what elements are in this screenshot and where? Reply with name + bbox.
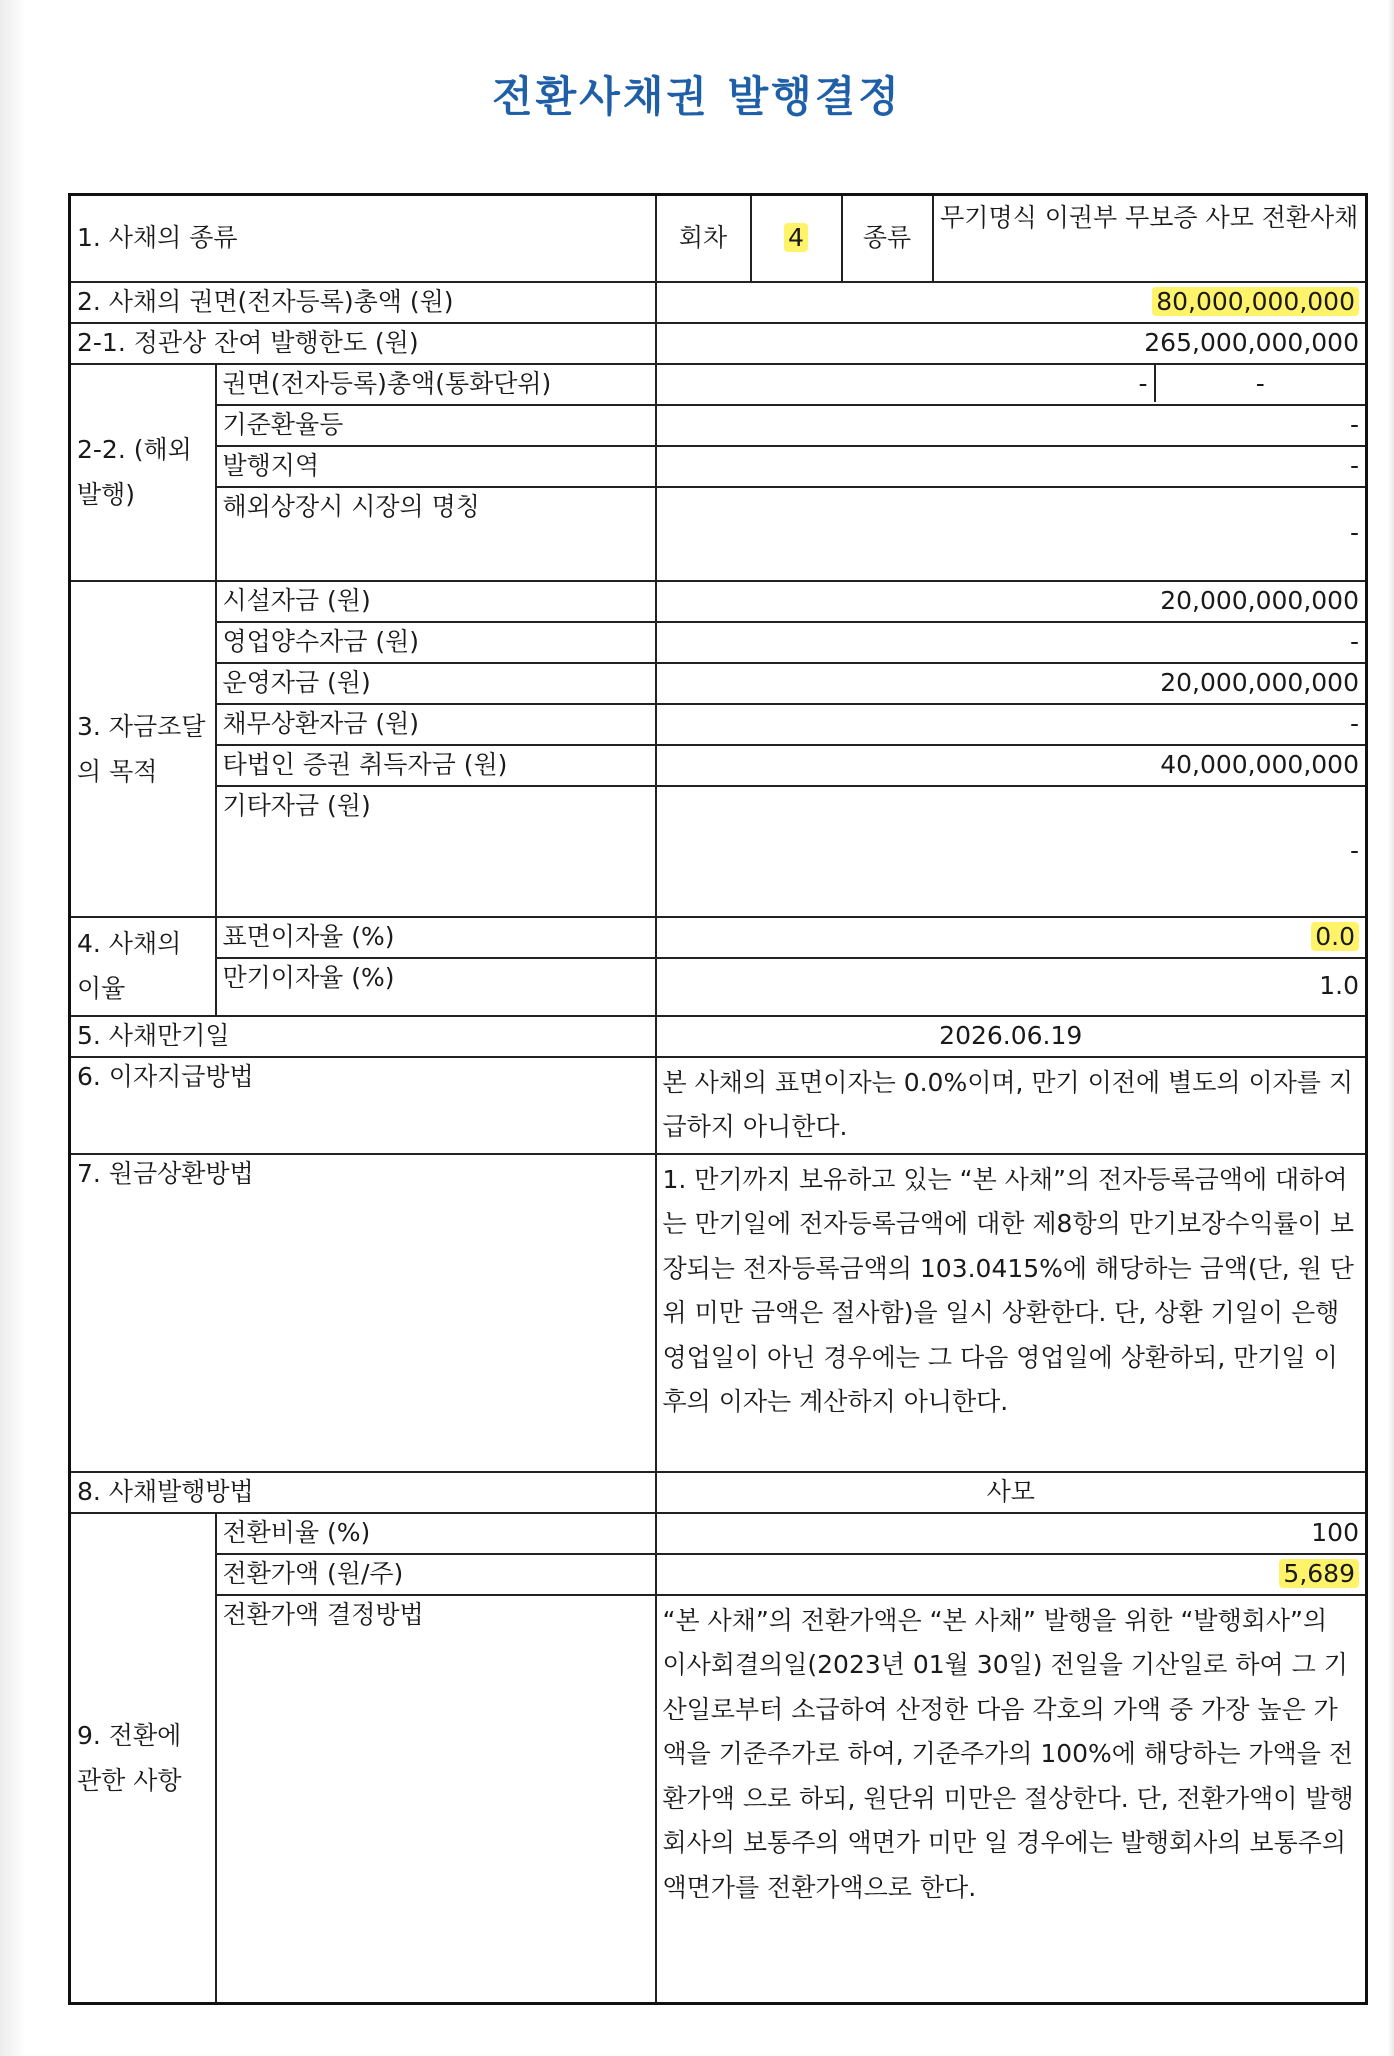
row-operating-funds	[70, 663, 1367, 704]
row-debt-repayment-funds	[70, 704, 1367, 745]
round-value: 4	[784, 223, 808, 252]
row-remaining-limit	[70, 323, 1367, 364]
maturity-date-label: 5. 사채만기일	[70, 1016, 656, 1057]
type-label: 종류	[842, 195, 933, 282]
row-issue-method	[70, 1472, 1367, 1513]
overseas-amount-values	[656, 364, 1367, 405]
disclosure-table	[68, 193, 1368, 2005]
coupon-rate-cell	[656, 917, 1367, 958]
issue-method-value: 사모	[656, 1472, 1367, 1513]
conversion-price-value: 5,689	[1279, 1559, 1359, 1588]
issue-region-label: 발행지역	[216, 446, 656, 487]
document-title: 전환사채권 발행결정	[492, 72, 902, 121]
interest-group-label: 4. 사채의 이율	[70, 917, 216, 1016]
conversion-group-label: 9. 전환에 관한 사항	[70, 1513, 216, 2004]
row-conversion-price-method	[70, 1595, 1367, 2004]
exchange-rate-value: -	[656, 405, 1367, 446]
maturity-rate-label: 만기이자율 (%)	[216, 958, 656, 1016]
row-maturity-rate	[70, 958, 1367, 1016]
debt-repayment-funds-label: 채무상환자금 (원)	[216, 704, 656, 745]
total-amount-value: 80,000,000,000	[1152, 287, 1359, 316]
page-left-edge	[0, 0, 26, 2056]
row-overseas-amount	[70, 364, 1367, 405]
row-issue-region	[70, 446, 1367, 487]
row-interest-payment	[70, 1057, 1367, 1154]
row-conversion-ratio	[70, 1513, 1367, 1554]
conversion-price-method-label: 전환가액 결정방법	[216, 1595, 656, 2004]
page-right-edge	[1388, 0, 1394, 2056]
issue-region-value: -	[656, 446, 1367, 487]
interest-payment-label: 6. 이자지급방법	[70, 1057, 656, 1154]
securities-acquisition-funds-value: 40,000,000,000	[656, 745, 1367, 786]
funding-purpose-group-label: 3. 자금조달의 목적	[70, 581, 216, 917]
row-maturity-date	[70, 1016, 1367, 1057]
row-principal-repayment	[70, 1154, 1367, 1472]
operating-funds-label: 운영자금 (원)	[216, 663, 656, 704]
row-coupon-rate	[70, 917, 1367, 958]
conversion-price-label: 전환가액 (원/주)	[216, 1554, 656, 1595]
row-other-funds	[70, 786, 1367, 917]
row-securities-acquisition-funds	[70, 745, 1367, 786]
other-funds-value: -	[656, 786, 1367, 917]
operating-funds-value: 20,000,000,000	[656, 663, 1367, 704]
overseas-amount-label: 권면(전자등록)총액(통화단위)	[216, 364, 656, 405]
row-bond-type	[70, 195, 1367, 282]
conversion-ratio-value: 100	[656, 1513, 1367, 1554]
row-business-acquisition-funds	[70, 622, 1367, 663]
row-conversion-price	[70, 1554, 1367, 1595]
coupon-rate-value: 0.0	[1311, 922, 1359, 951]
overseas-group-label: 2-2. (해외발행)	[70, 364, 216, 581]
total-amount-cell	[656, 282, 1367, 323]
type-value: 무기명식 이권부 무보증 사모 전환사채	[933, 195, 1367, 282]
overseas-market-value: -	[656, 487, 1367, 581]
conversion-price-method-value: “본 사채”의 전환가액은 “본 사채” 발행을 위한 “발행회사”의 이사회결의일(2023년 01월 30일) 전일을 기산일로 하여 그 기산일로부터 소급하여 산정한 다음 각호의 가액 중 가장 높은 가액을 기준주가로 하여, 기준주가의 100%에 해당하는 가액을 전환가액 으로 하되, 원단위 미만은 절상한다. 단, 전환가액이 발행회사의 보통주의 액면가 미만 일 경우에는 발행회사의 보통주의 액면가를 전환가액으로 한다.	[656, 1595, 1367, 2004]
securities-acquisition-funds-label: 타법인 증권 취득자금 (원)	[216, 745, 656, 786]
facility-funds-label: 시설자금 (원)	[216, 581, 656, 622]
other-funds-label: 기타자금 (원)	[216, 786, 656, 917]
principal-repayment-label: 7. 원금상환방법	[70, 1154, 656, 1472]
round-value-cell	[751, 195, 842, 282]
bond-type-label: 1. 사채의 종류	[70, 195, 656, 282]
business-acquisition-funds-label: 영업양수자금 (원)	[216, 622, 656, 663]
maturity-date-value: 2026.06.19	[656, 1016, 1367, 1057]
row-overseas-market	[70, 487, 1367, 581]
facility-funds-value: 20,000,000,000	[656, 581, 1367, 622]
debt-repayment-funds-value: -	[656, 704, 1367, 745]
issue-method-label: 8. 사채발행방법	[70, 1472, 656, 1513]
maturity-rate-value: 1.0	[656, 958, 1367, 1016]
interest-payment-value: 본 사채의 표면이자는 0.0%이며, 만기 이전에 별도의 이자를 지급하지 아니한다.	[656, 1057, 1367, 1154]
row-exchange-rate	[70, 405, 1367, 446]
row-facility-funds	[70, 581, 1367, 622]
overseas-amount-value-b: -	[1255, 368, 1265, 398]
remaining-limit-label: 2-1. 정관상 잔여 발행한도 (원)	[70, 323, 656, 364]
conversion-ratio-label: 전환비율 (%)	[216, 1513, 656, 1554]
conversion-price-cell	[656, 1554, 1367, 1595]
remaining-limit-value: 265,000,000,000	[656, 323, 1367, 364]
overseas-market-label: 해외상장시 시장의 명칭	[216, 487, 656, 581]
total-amount-label: 2. 사채의 권면(전자등록)총액 (원)	[70, 282, 656, 323]
overseas-amount-value-a: -	[657, 365, 1156, 402]
row-total-amount	[70, 282, 1367, 323]
principal-repayment-value: 1. 만기까지 보유하고 있는 “본 사채”의 전자등록금액에 대하여는 만기일에 전자등록금액에 대한 제8항의 만기보장수익률이 보장되는 전자등록금액의 103.0415%에 해당하는 금액(단, 원 단위 미만 금액은 절사함)을 일시 상환한다. 단, 상환 기일이 은행영업일이 아닌 경우에는 그 다음 영업일에 상환하되, 만기일 이후의 이자는 계산하지 아니한다.	[656, 1154, 1367, 1472]
business-acquisition-funds-value: -	[656, 622, 1367, 663]
round-label: 회차	[656, 195, 751, 282]
exchange-rate-label: 기준환율등	[216, 405, 656, 446]
coupon-rate-label: 표면이자율 (%)	[216, 917, 656, 958]
